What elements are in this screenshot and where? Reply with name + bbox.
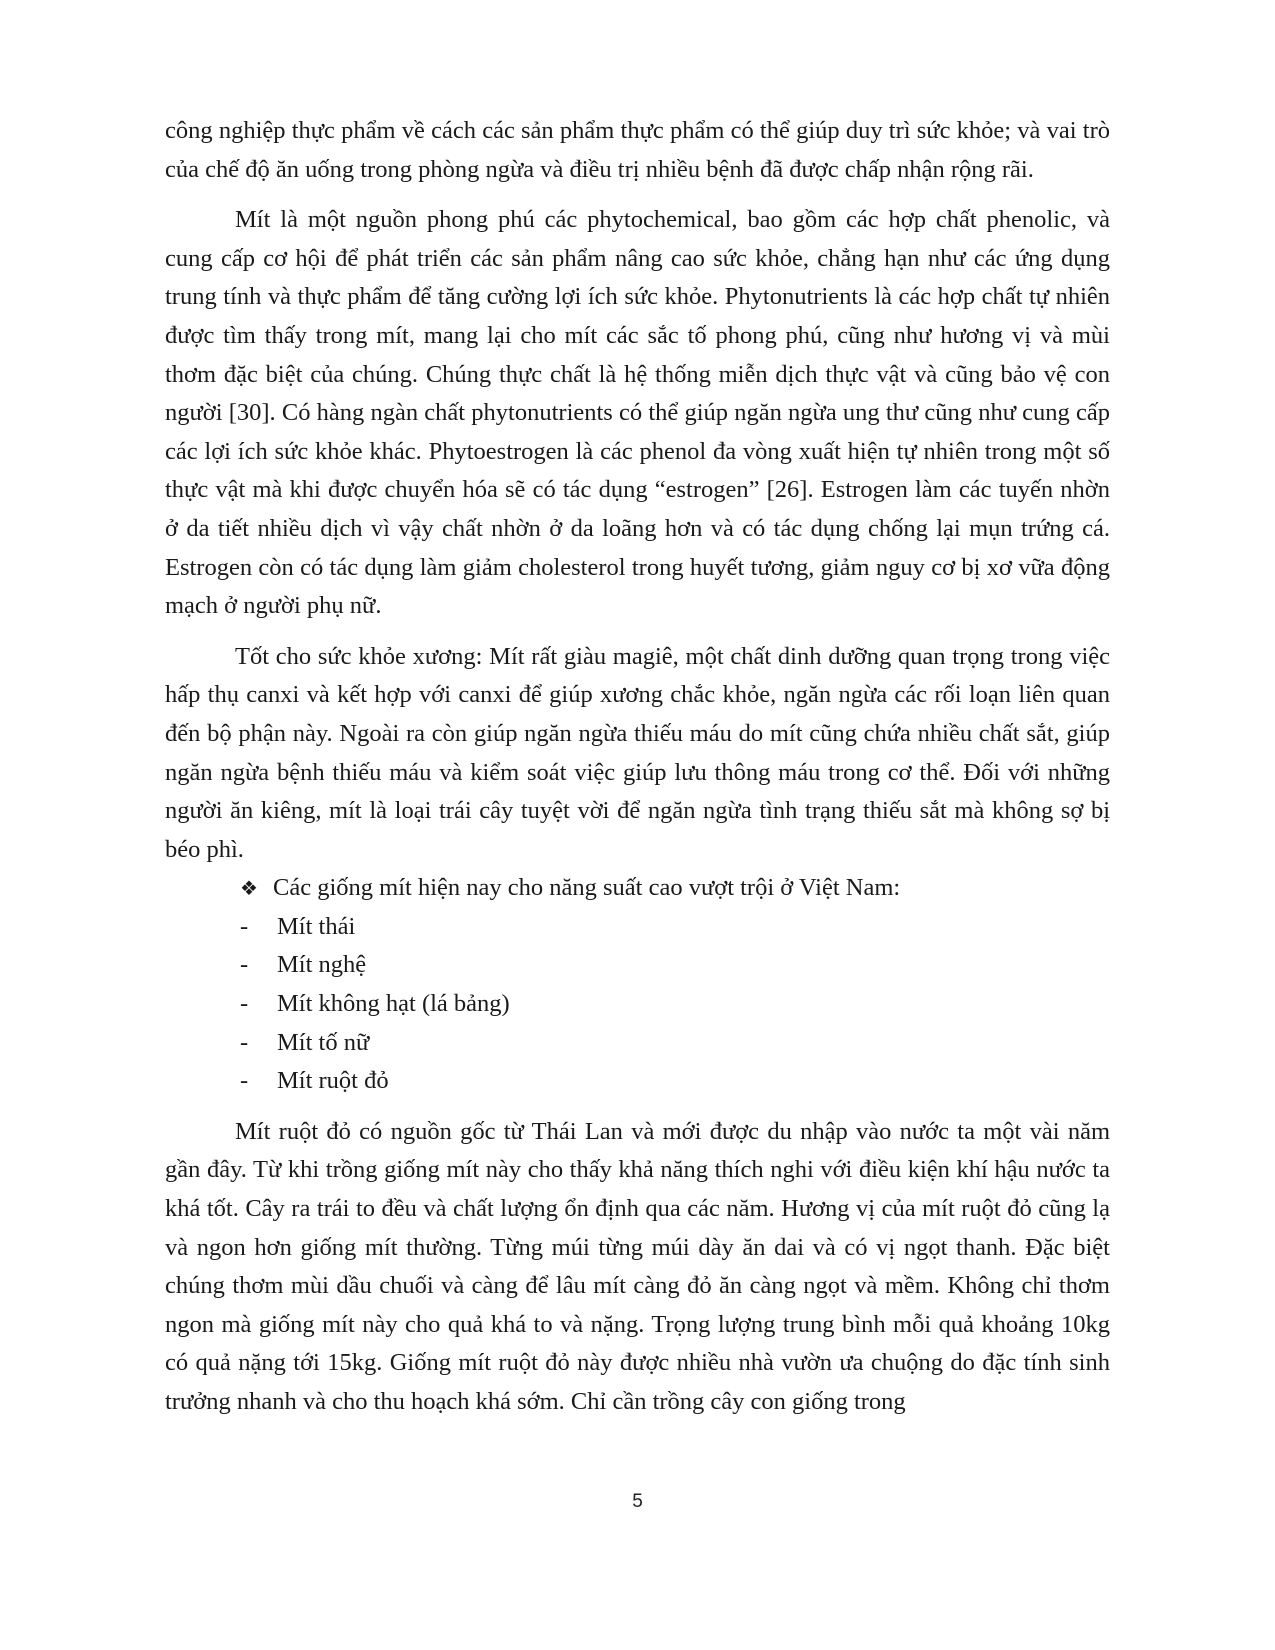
bullet-heading-text: Các giống mít hiện nay cho năng suất cao vượt trội ở Việt Nam: — [273, 874, 901, 902]
page-body — [165, 112, 1110, 1422]
list-item — [165, 908, 1110, 947]
dash-marker: - — [240, 951, 249, 979]
list-item — [165, 1024, 1110, 1063]
list-item — [165, 1062, 1110, 1101]
dash-marker: - — [240, 990, 249, 1018]
paragraph-bone-health: Tốt cho sức khỏe xương: Mít rất giàu magiê, một chất dinh dưỡng quan trọng trong việc hấp thụ canxi và kết hợp với canxi để giúp xương chắc khỏe, ngăn ngừa các rối loạn liên quan đến bộ phận này. Ngoài ra còn giúp ngăn ngừa thiếu máu do mít cũng chứa nhiều chất sắt, giúp ngăn ngừa bệnh thiếu máu và kiểm soát việc giúp lưu thông máu trong cơ thể. Đối với những người ăn kiêng, mít là loại trái cây tuyệt vời để ngăn ngừa tình trạng thiếu sắt mà không sợ bị béo phì. — [165, 642, 1110, 863]
list-item-text: Mít tố nữ — [277, 1028, 370, 1056]
page-number: 5 — [632, 1491, 643, 1512]
variety-list — [165, 908, 1110, 1101]
list-item-text: Mít ruột đỏ — [277, 1067, 389, 1095]
diamond-bullet-icon: ❖ — [240, 876, 258, 901]
dash-marker: - — [240, 912, 249, 940]
list-item — [165, 946, 1110, 985]
paragraph-phytochemical: Mít là một nguồn phong phú các phytochemical, bao gồm các hợp chất phenolic, và cung cấp cơ hội để phát triển các sản phẩm nâng cao sức khỏe, chẳng hạn như các ứng dụng trung tính và thực phẩm để tăng cường lợi ích sức khỏe. Phytonutrients là các hợp chất tự nhiên được tìm thấy trong mít, mang lại cho mít các sắc tố phong phú, cũng như hương vị và mùi thơm đặc biệt của chúng. Chúng thực chất là hệ thống miễn dịch thực vật và cũng bảo vệ con người [30]. Có hàng ngàn chất phytonutrients có thể giúp ngăn ngừa ung thư cũng như cung cấp các lợi ích sức khỏe khác. Phytoestrogen là các phenol đa vòng xuất hiện tự nhiên trong một số thực vật mà khi được chuyển hóa sẽ có tác dụng “estrogen” [26]. Estrogen làm các tuyến nhờn ở da tiết nhiều dịch vì vậy chất nhờn ở da loãng hơn và có tác dụng chống lại mụn trứng cá. Estrogen còn có tác dụng làm giảm cholesterol trong huyết tương, giảm nguy cơ bị xơ vữa động mạch ở người phụ nữ. — [165, 206, 1110, 620]
dash-marker: - — [240, 1067, 249, 1095]
list-item-text: Mít thái — [277, 912, 356, 940]
list-item-text: Mít nghệ — [277, 951, 367, 979]
paragraph-red-jackfruit: Mít ruột đỏ có nguồn gốc từ Thái Lan và mới được du nhập vào nước ta một vài năm gần đây. Từ khi trồng giống mít này cho thấy khả năng thích nghi với điều kiện khí hậu nước ta khá tốt. Cây ra trái to đều và chất lượng ổn định qua các năm. Hương vị của mít ruột đỏ cũng lạ và ngon hơn giống mít thường. Từng múi từng múi dày ăn dai và có vị ngọt thanh. Đặc biệt chúng thơm mùi dầu chuối và càng để lâu mít càng đỏ ăn càng ngọt và mềm. Không chỉ thơm ngon mà giống mít này cho quả khá to và nặng. Trọng lượng trung bình mỗi quả khoảng 10kg có quả nặng tới 15kg. Giống mít ruột đỏ này được nhiều nhà vườn ưa chuộng do đặc tính sinh trưởng nhanh và cho thu hoạch khá sớm. Chỉ cần trồng cây con giống trong — [165, 1117, 1110, 1415]
paragraph-continuation: công nghiệp thực phẩm về cách các sản phẩm thực phẩm có thể giúp duy trì sức khỏe; và vai trò của chế độ ăn uống trong phòng ngừa và điều trị nhiều bệnh đã được chấp nhận rộng rãi. — [165, 117, 1110, 183]
list-item-text: Mít không hạt (lá bảng) — [277, 990, 510, 1018]
bullet-heading — [165, 869, 1110, 908]
list-item — [165, 985, 1110, 1024]
dash-marker: - — [240, 1028, 249, 1056]
